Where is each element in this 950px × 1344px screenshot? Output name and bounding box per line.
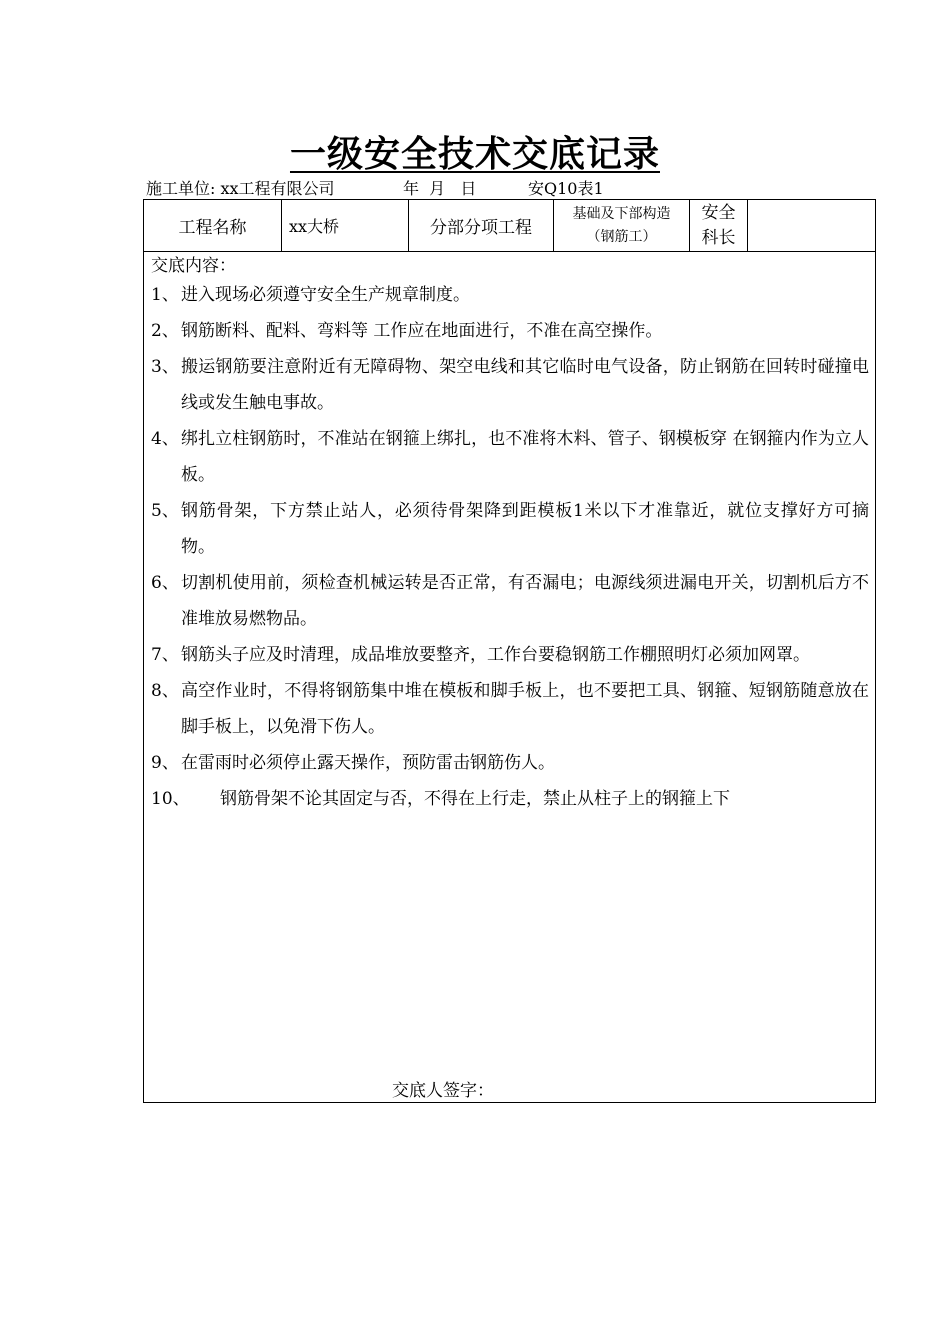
item-text: 钢筋断料、配料、弯料等 工作应在地面进行，不准在高空操作。 [181,321,663,341]
signature-label: 交底人签字： [392,1081,494,1101]
list-item [151,313,869,349]
item-text: 进入现场必须遵守安全生产规章制度。 [181,285,470,305]
sub-project-value-line2: （钢筋工） [586,228,657,245]
item-text: 在雷雨时必须停止露天操作，预防雷击钢筋伤人。 [181,753,555,773]
item-number: 3、 [151,357,179,377]
item-text: 绑扎立柱钢筋时，不准站在钢箍上绑扎，也不准将木料、管子、钢模板穿 在钢箍内作为立人板。 [181,429,869,485]
title-text: 一级安全技术交底记录 [289,133,660,175]
project-name-label: 工程名称 [178,218,247,238]
list-item [151,349,869,421]
content-heading: 交底内容： [151,256,236,276]
item-text: 钢筋头子应及时清理，成品堆放要整齐，工作台要稳钢筋工作棚照明灯必须加网罩。 [181,645,810,665]
list-item [151,673,869,745]
list-item [151,565,869,637]
list-item [151,781,869,817]
item-number: 7、 [151,645,179,665]
project-name-value: xx大桥 [289,217,340,236]
sub-project-value [554,200,689,251]
document-title [0,126,950,177]
date-field: 年 月 日 [403,179,477,198]
disclosure-content [151,255,869,817]
item-number: 10、 [151,789,190,809]
item-number: 8、 [151,681,179,701]
item-number: 1、 [151,285,179,305]
item-text: 高空作业时，不得将钢筋集中堆在模板和脚手板上，也不要把工具、钢箍、短钢筋随意放在脚手板上，以免滑下伤人。 [181,681,869,737]
item-text: 钢筋骨架，下方禁止站人，必须待骨架降到距模板1米以下才准靠近，就位支撑好方可摘物。 [181,501,869,557]
item-number: 5、 [151,501,179,521]
list-item [151,493,869,565]
safety-label-line2: 科长 [701,227,736,248]
safety-chief-value [748,200,875,251]
item-text: 钢筋骨架不论其固定与否，不得在上行走，禁止从柱子上的钢箍上下 [220,789,730,809]
header-row [144,200,875,252]
safety-label-line1: 安全 [701,202,736,223]
construction-unit: 施工单位: xx工程有限公司 [146,179,335,198]
item-number: 6、 [151,573,179,593]
list-item [151,637,869,673]
list-item [151,277,869,313]
item-text: 搬运钢筋要注意附近有无障碍物、架空电线和其它临时电气设备，防止钢筋在回转时碰撞电线或发生触电事故。 [181,357,869,413]
list-item [151,421,869,493]
item-number: 4、 [151,429,179,449]
item-text: 切割机使用前，须检查机械运转是否正常，有否漏电；电源线须进漏电开关，切割机后方不准堆放易燃物品。 [181,573,869,629]
item-number: 2、 [151,321,179,341]
sub-project-label: 分部分项工程 [430,218,532,238]
list-item [151,745,869,781]
safety-chief-label [690,200,747,251]
item-number: 9、 [151,753,179,773]
form-number: 安Q10表1 [528,179,604,198]
record-table [143,199,876,1103]
sub-project-value-line1: 基础及下部构造 [572,205,671,222]
